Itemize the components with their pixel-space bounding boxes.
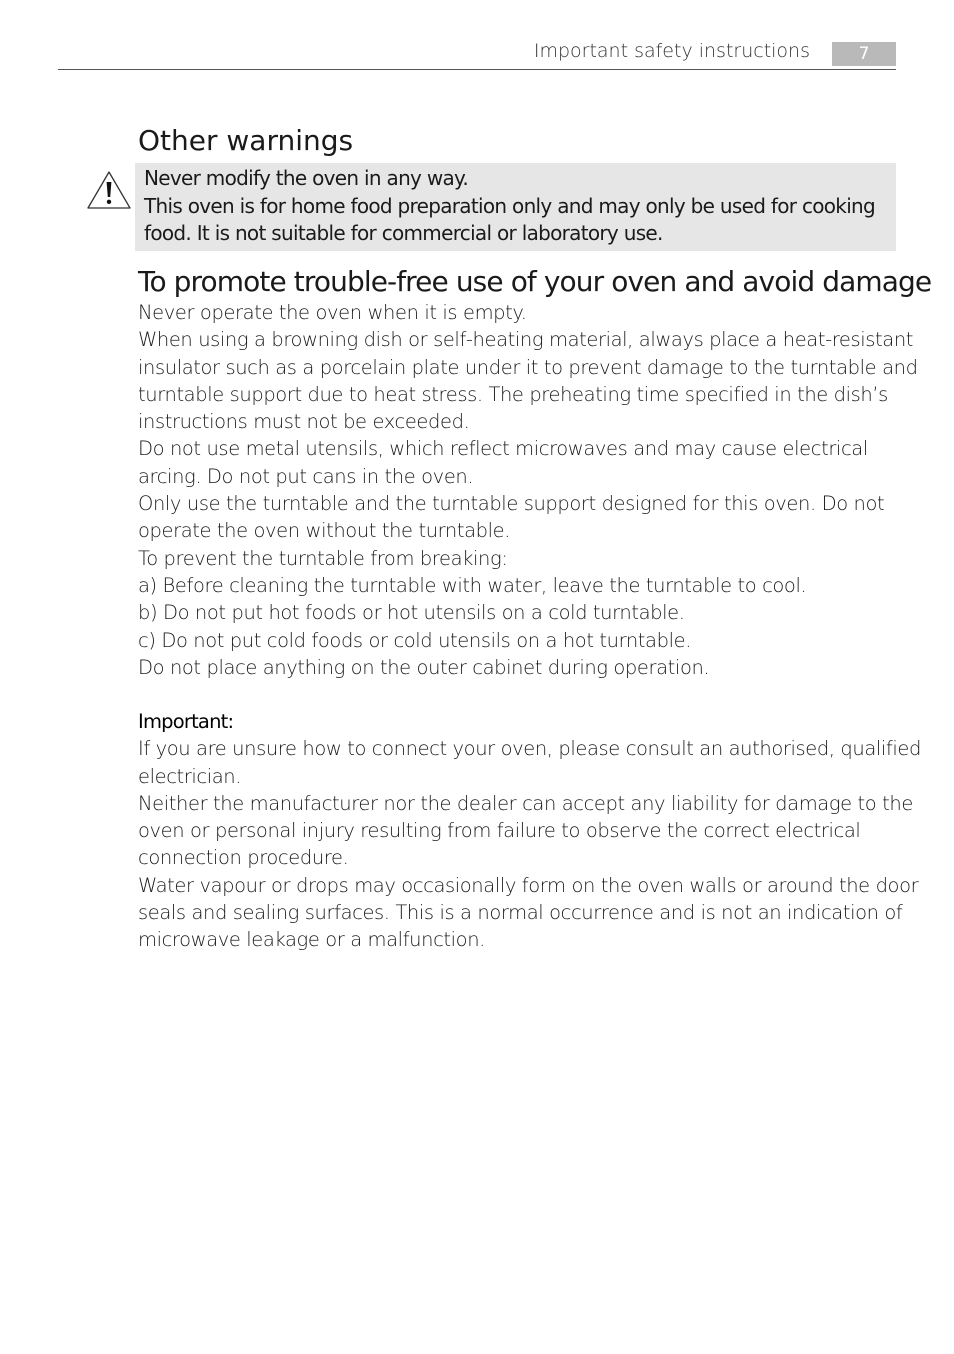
body-line: If you are unsure how to connect your oven, please consult an authorised, qualified (138, 737, 921, 761)
body-line: instructions must not be exceeded. (138, 410, 470, 434)
body-line: electrician. (138, 764, 242, 788)
important-section (138, 708, 921, 954)
warning-line: Never modify the oven in any way. (144, 166, 468, 190)
promote-body (138, 299, 918, 681)
body-line: Neither the manufacturer nor the dealer can accept any liability for damage to the (138, 791, 913, 815)
header-section-title: Important safety instructions (533, 40, 810, 62)
body-line: connection procedure. (138, 846, 349, 870)
important-label: Important: (138, 710, 234, 733)
body-line: When using a browning dish or self-heating material, always place a heat-resistant (138, 328, 914, 352)
body-line: turntable support due to heat stress. The preheating time specified in the dish’s (138, 382, 888, 406)
body-line: c) Do not put cold foods or cold utensils on a hot turntable. (138, 628, 691, 652)
body-line: seals and sealing surfaces. This is a normal occurrence and is not an indication of (138, 901, 903, 925)
body-line: Do not use metal utensils, which reflect microwaves and may cause electrical (138, 437, 868, 461)
body-line: To prevent the turntable from breaking: (138, 546, 508, 570)
body-line: operate the oven without the turntable. (138, 519, 511, 543)
page-number: 7 (832, 42, 896, 66)
header-divider (58, 69, 896, 70)
warning-line: This oven is for home food preparation only and may only be used for cooking (144, 193, 876, 218)
other-warnings-heading: Other warnings (138, 124, 354, 157)
body-line: Water vapour or drops may occasionally form on the oven walls or around the door (138, 873, 919, 897)
body-line: oven or personal injury resulting from failure to observe the correct electrical (138, 819, 861, 843)
body-line: Do not place anything on the outer cabinet during operation. (138, 655, 710, 679)
body-line: microwave leakage or a malfunction. (138, 928, 485, 952)
warning-triangle-icon (86, 170, 132, 210)
body-line: arcing. Do not put cans in the oven. (138, 464, 474, 488)
body-line: insulator such as a porcelain plate under it to prevent damage to the turntable and (138, 355, 918, 379)
body-line: b) Do not put hot foods or hot utensils on a cold turntable. (138, 601, 685, 625)
promote-heading: To promote trouble-free use of your oven and avoid damage (138, 265, 932, 298)
body-line: Never operate the oven when it is empty. (138, 301, 527, 324)
body-line: a) Before cleaning the turntable with water, leave the turntable to cool. (138, 573, 807, 597)
body-line: Only use the turntable and the turntable support designed for this oven. Do not (138, 492, 885, 516)
warning-line: food. It is not suitable for commercial or laboratory use. (144, 221, 663, 245)
warning-text (144, 165, 890, 248)
